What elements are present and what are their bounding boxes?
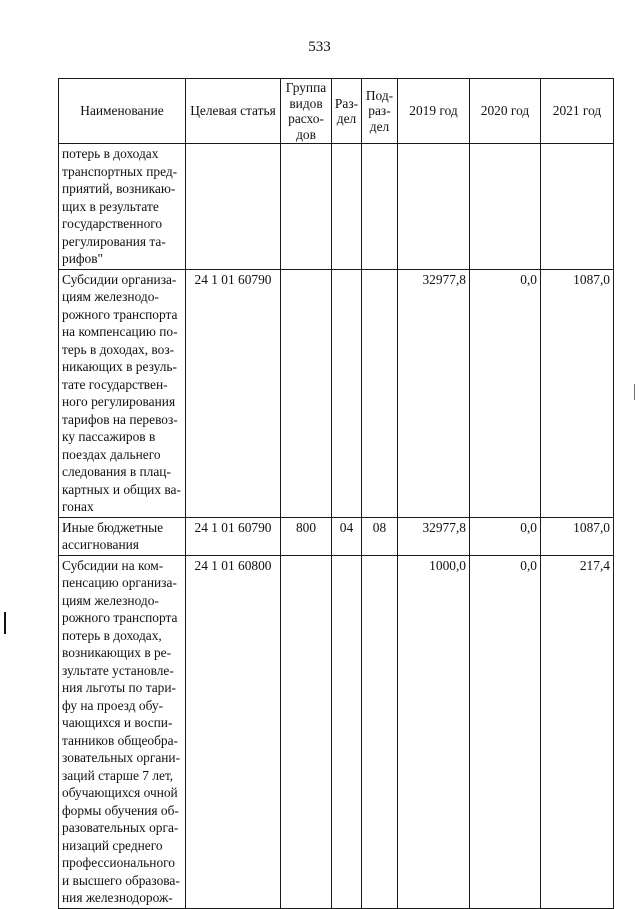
row-2019: [398, 144, 470, 270]
row-target: [186, 144, 281, 270]
row-2020: [470, 144, 541, 270]
row-group: [281, 555, 332, 908]
row-group: [281, 144, 332, 270]
table-row: [59, 144, 614, 270]
page-number: 533: [308, 39, 331, 55]
row-target: 24 1 01 60790: [186, 517, 281, 555]
row-section: 04: [332, 517, 362, 555]
row-group: [281, 269, 332, 517]
header-2021: 2021 год: [541, 79, 614, 144]
row-target: 24 1 01 60790: [186, 269, 281, 517]
table-row: [59, 269, 614, 517]
right-edge-mark: [634, 384, 635, 400]
row-name: Субсидии организа- циям железнодо- рожного транспорта на компенсацию по- терь в доходах, воз- никающих в резуль- тате государствен- ного регулирования тарифов на перевоз- ку пассажиров в поездах дальнего следования в плац- картных и общих ва- гонах: [59, 269, 186, 517]
table-row: [59, 555, 614, 908]
row-2020: 0,0: [470, 555, 541, 908]
row-subsection: [362, 555, 398, 908]
header-2019: 2019 год: [398, 79, 470, 144]
row-name: Субсидии на ком- пенсацию организа- циям железнодо- рожного транспорта потерь в доходах, возникающих в ре- зультате установле- ния льготы по тари- фу на проезд обу- чающихся и воспи- танников общеобра- зовательных органи- заций старше 7 лет, обучающихся очной формы обучения об- разовательных орга- низаций среднего профессионального и высшего образова- ния железнодорож-: [59, 555, 186, 908]
row-group: 800: [281, 517, 332, 555]
budget-table: [58, 78, 614, 909]
row-section: [332, 269, 362, 517]
table-header-row: [59, 79, 614, 144]
row-subsection: [362, 144, 398, 270]
row-section: [332, 144, 362, 270]
header-group: Группа видов расхо-дов: [281, 79, 332, 144]
row-section: [332, 555, 362, 908]
row-name: Иные бюджетные ассигнования: [59, 517, 186, 555]
row-subsection: 08: [362, 517, 398, 555]
row-2019: 32977,8: [398, 269, 470, 517]
row-2019: 1000,0: [398, 555, 470, 908]
header-subsection: Под-раз-дел: [362, 79, 398, 144]
left-edge-mark: [4, 612, 6, 634]
header-target: Целевая статья: [186, 79, 281, 144]
row-2020: 0,0: [470, 517, 541, 555]
header-name: Наименование: [59, 79, 186, 144]
row-name: потерь в доходах транспортных пред- приятий, возникаю- щих в результате государственного регулирования та- рифов": [59, 144, 186, 270]
table-row: [59, 517, 614, 555]
row-2021: [541, 144, 614, 270]
row-2021: 217,4: [541, 555, 614, 908]
row-2019: 32977,8: [398, 517, 470, 555]
row-2020: 0,0: [470, 269, 541, 517]
row-target: 24 1 01 60800: [186, 555, 281, 908]
header-section: Раз-дел: [332, 79, 362, 144]
header-2020: 2020 год: [470, 79, 541, 144]
row-subsection: [362, 269, 398, 517]
row-2021: 1087,0: [541, 517, 614, 555]
row-2021: 1087,0: [541, 269, 614, 517]
